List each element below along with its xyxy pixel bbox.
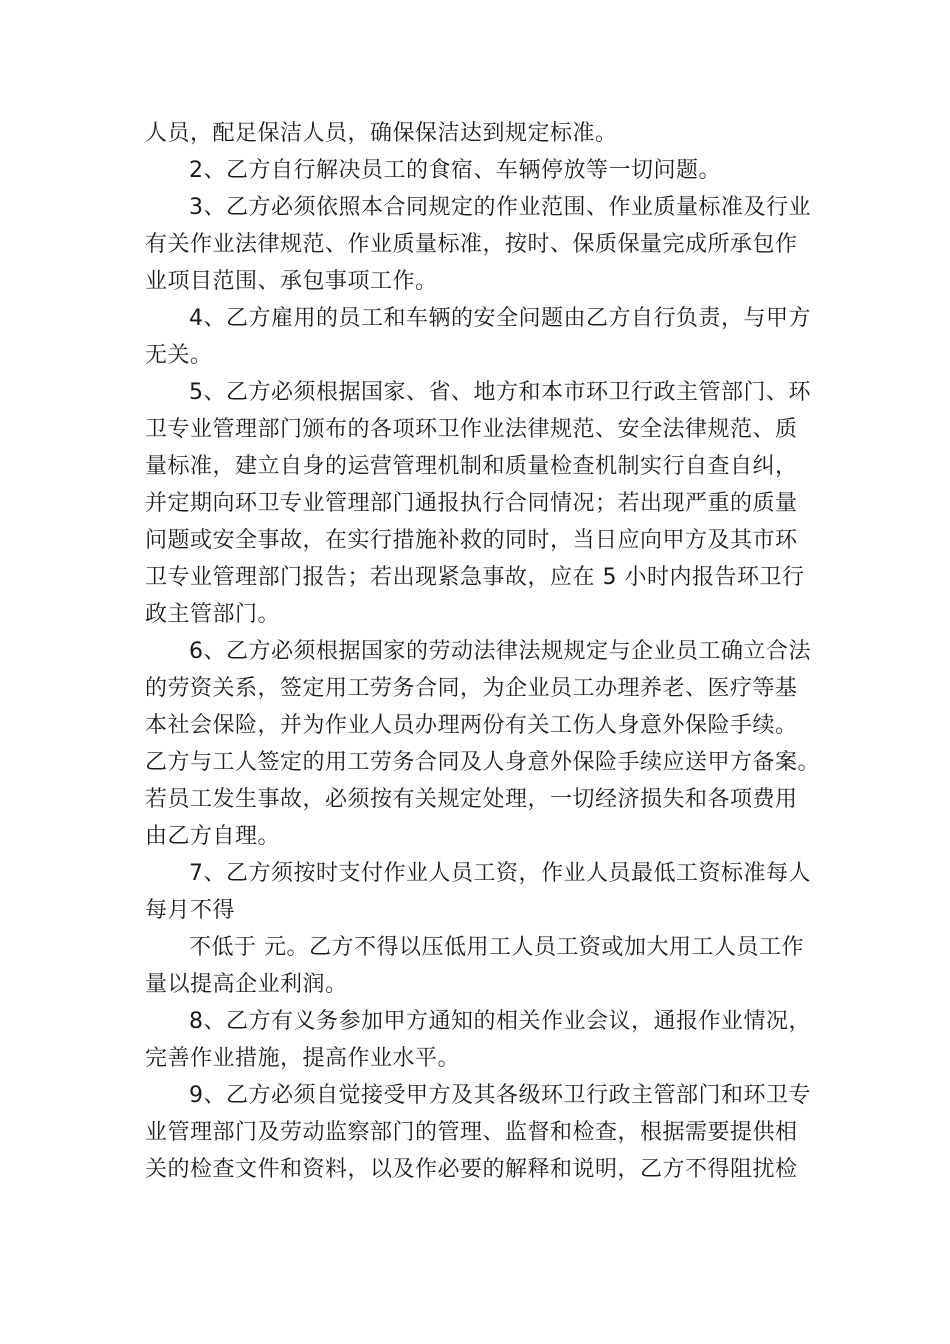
text-line: 卫专业管理部门报告；若出现紧急事故，应在 5 小时内报告环卫行 bbox=[145, 565, 805, 590]
text-line: 卫专业管理部门颁布的各项环卫作业法律规范、安全法律规范、质 bbox=[145, 417, 798, 442]
text-line: 每月不得 bbox=[145, 898, 236, 923]
text-line: 5、乙方必须根据国家、省、地方和本市环卫行政主管部门、环 bbox=[189, 380, 811, 405]
text-line: 2、乙方自行解决员工的食宿、车辆停放等一切问题。 bbox=[189, 158, 721, 183]
text-line: 9、乙方必须自觉接受甲方及其各级环卫行政主管部门和环卫专 bbox=[189, 1083, 811, 1108]
text-line: 无关。 bbox=[145, 343, 213, 368]
text-line: 关的检查文件和资料，以及作必要的解释和说明，乙方不得阻扰检 bbox=[145, 1157, 798, 1182]
text-line: 若员工发生事故，必须按有关规定处理，一切经济损失和各项费用 bbox=[145, 787, 798, 812]
text-line: 8、乙方有义务参加甲方通知的相关作业会议，通报作业情况， bbox=[189, 1009, 811, 1034]
text-line: 7、乙方须按时支付作业人员工资，作业人员最低工资标准每人 bbox=[189, 861, 811, 886]
document-body bbox=[145, 115, 821, 1188]
paragraph-clause-4 bbox=[145, 300, 815, 374]
paragraph-clause-6 bbox=[145, 633, 821, 855]
paragraph-clause-8 bbox=[145, 1003, 815, 1077]
text-line: 业管理部门及劳动监察部门的管理、监督和检查，根据需要提供相 bbox=[145, 1120, 798, 1145]
text-line: 并定期向环卫专业管理部门通报执行合同情况；若出现严重的质量 bbox=[145, 491, 798, 516]
text-line: 乙方与工人签定的用工劳务合同及人身意外保险手续应送甲方备案。 bbox=[145, 750, 821, 775]
paragraph-continuation bbox=[145, 115, 815, 152]
text-line: 由乙方自理。 bbox=[145, 824, 281, 849]
text-line: 量以提高企业利润。 bbox=[145, 972, 348, 997]
text-line: 的劳资关系，签定用工劳务合同，为企业员工办理养老、医疗等基 bbox=[145, 676, 798, 701]
text-line: 完善作业措施，提高作业水平。 bbox=[145, 1046, 461, 1071]
paragraph-clause-9 bbox=[145, 1077, 815, 1188]
paragraph-clause-7 bbox=[145, 855, 815, 929]
text-line: 量标准，建立自身的运营管理机制和质量检查机制实行自查自纠， bbox=[145, 454, 798, 479]
text-line: 问题或安全事故，在实行措施补救的同时，当日应向甲方及其市环 bbox=[145, 528, 798, 553]
text-line: 4、乙方雇用的员工和车辆的安全问题由乙方自行负责，与甲方 bbox=[189, 306, 811, 331]
text-line: 政主管部门。 bbox=[145, 602, 281, 627]
text-line: 6、乙方必须根据国家的劳动法律法规规定与企业员工确立合法 bbox=[189, 639, 811, 664]
text-line: 本社会保险，并为作业人员办理两份有关工伤人身意外保险手续。 bbox=[145, 713, 798, 738]
paragraph-clause-2 bbox=[145, 152, 815, 189]
text-line: 有关作业法律规范、作业质量标准，按时、保质保量完成所承包作 bbox=[145, 232, 798, 257]
paragraph-clause-7-continued bbox=[145, 929, 815, 1003]
paragraph-clause-3 bbox=[145, 189, 815, 300]
text-line: 人员，配足保洁人员，确保保洁达到规定标准。 bbox=[145, 121, 618, 146]
text-line: 业项目范围、承包事项工作。 bbox=[145, 269, 438, 294]
text-line: 3、乙方必须依照本合同规定的作业范围、作业质量标准及行业 bbox=[189, 195, 811, 220]
paragraph-clause-5 bbox=[145, 374, 815, 633]
text-line: 不低于 元。乙方不得以压低用工人员工资或加大用工人员工作 bbox=[189, 935, 804, 960]
